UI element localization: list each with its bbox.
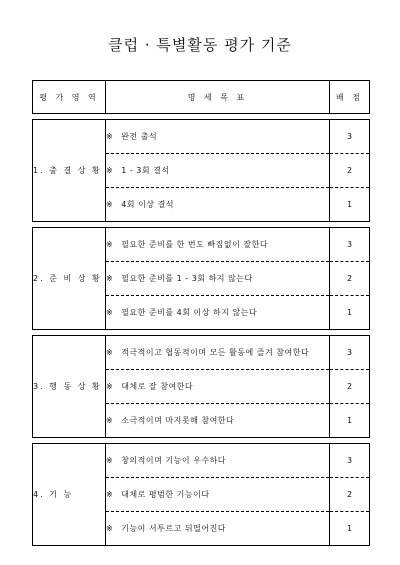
header-score: 배 점 — [330, 81, 370, 114]
score-cell: 2 — [330, 370, 370, 404]
goal-text: 소극적이며 마지못해 참여한다 — [121, 416, 235, 425]
area-label: 3. 행 동 상 황 — [33, 336, 106, 438]
reference-mark-icon: ※ — [106, 274, 114, 283]
goal-text: 1 - 3회 결석 — [121, 166, 170, 175]
table-row — [33, 120, 370, 154]
goal-text: 4회 이상 결석 — [121, 200, 175, 209]
area-label: 4. 기 능 — [33, 444, 106, 546]
header-area: 평 가 영 역 — [33, 81, 106, 114]
goal-text: 창의적이며 기능이 우수하다 — [121, 456, 227, 465]
score-cell: 3 — [330, 444, 370, 478]
table-row — [33, 336, 370, 370]
goal-text: 필요한 준비를 한 번도 빠짐없이 잘한다 — [121, 240, 269, 249]
goal-text: 필요한 준비를 1 - 3회 하지 않는다 — [121, 274, 253, 283]
goal-text: 대체로 잘 참여한다 — [121, 382, 194, 391]
goal-text: 필요한 준비를 4회 이상 하지 않는다 — [121, 308, 258, 317]
goal-cell — [106, 120, 330, 154]
score-cell: 3 — [330, 120, 370, 154]
score-cell: 2 — [330, 154, 370, 188]
score-cell: 1 — [330, 296, 370, 330]
area-label: 2. 준 비 상 황 — [33, 228, 106, 330]
score-cell: 3 — [330, 228, 370, 262]
reference-mark-icon: ※ — [106, 348, 114, 357]
reference-mark-icon: ※ — [106, 200, 114, 209]
page-title: 클럽 · 특별활동 평가 기준 — [108, 36, 292, 54]
reference-mark-icon: ※ — [106, 490, 114, 499]
reference-mark-icon: ※ — [106, 166, 114, 175]
table-row — [33, 228, 370, 262]
goal-cell — [106, 444, 330, 478]
header-goal: 명 세 목 표 — [106, 81, 330, 114]
goal-cell — [106, 478, 330, 512]
goal-cell — [106, 512, 330, 546]
score-cell: 3 — [330, 336, 370, 370]
goal-text: 대체로 평범한 기능이다 — [121, 490, 210, 499]
goal-cell — [106, 336, 330, 370]
reference-mark-icon: ※ — [106, 132, 114, 141]
score-cell: 2 — [330, 478, 370, 512]
score-cell: 1 — [330, 404, 370, 438]
criteria-body — [33, 114, 370, 546]
score-cell: 1 — [330, 188, 370, 222]
goal-text: 적극적이고 협동적이며 모든 활동에 즐겨 참여한다 — [121, 348, 310, 357]
score-cell: 2 — [330, 262, 370, 296]
evaluation-criteria-table — [32, 80, 370, 546]
header-row — [33, 81, 370, 114]
goal-cell — [106, 262, 330, 296]
area-label: 1. 출 결 상 황 — [33, 120, 106, 222]
reference-mark-icon: ※ — [106, 308, 114, 317]
goal-cell — [106, 154, 330, 188]
score-cell: 1 — [330, 512, 370, 546]
goal-cell — [106, 296, 330, 330]
goal-text: 기능이 서투르고 뒤떨어진다 — [121, 524, 227, 533]
table-row — [33, 444, 370, 478]
reference-mark-icon: ※ — [106, 524, 114, 533]
goal-cell — [106, 404, 330, 438]
goal-cell — [106, 228, 330, 262]
reference-mark-icon: ※ — [106, 456, 114, 465]
goal-text: 완전 출석 — [121, 132, 158, 141]
reference-mark-icon: ※ — [106, 240, 114, 249]
goal-cell — [106, 370, 330, 404]
reference-mark-icon: ※ — [106, 416, 114, 425]
goal-cell — [106, 188, 330, 222]
reference-mark-icon: ※ — [106, 382, 114, 391]
